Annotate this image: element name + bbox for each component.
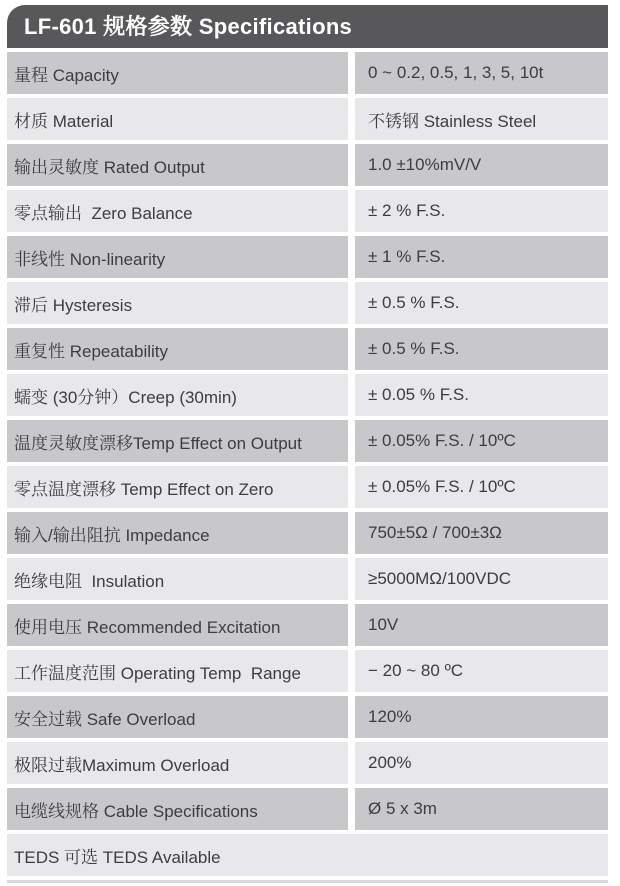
spec-label: 安全过载 Safe Overload bbox=[7, 696, 348, 738]
spec-table-body bbox=[7, 52, 608, 876]
spec-label: 重复性 Repeatability bbox=[7, 328, 348, 370]
spec-label: 电缆线规格 Cable Specifications bbox=[7, 788, 348, 830]
spec-value: Ø 5 x 3m bbox=[355, 788, 608, 830]
page-title: LF-601 规格参数 Specifications bbox=[7, 5, 608, 48]
spec-value: ± 0.5 % F.S. bbox=[355, 328, 608, 370]
spec-label: 蠕变 (30分钟）Creep (30min) bbox=[7, 374, 348, 416]
spec-label: 输入/输出阻抗 Impedance bbox=[7, 512, 348, 554]
table-row bbox=[7, 236, 608, 278]
spec-label: 输出灵敏度 Rated Output bbox=[7, 144, 348, 186]
table-row bbox=[7, 696, 608, 738]
spec-value: − 20 ~ 80 ºC bbox=[355, 650, 608, 692]
spec-value: ± 1 % F.S. bbox=[355, 236, 608, 278]
spec-value: ± 0.05% F.S. / 10ºC bbox=[355, 420, 608, 462]
spec-label: 绝缘电阻 Insulation bbox=[7, 558, 348, 600]
table-row bbox=[7, 374, 608, 416]
table-row bbox=[7, 788, 608, 830]
spec-value: 120% bbox=[355, 696, 608, 738]
spec-value: ± 0.05 % F.S. bbox=[355, 374, 608, 416]
table-row bbox=[7, 512, 608, 554]
spec-label: 工作温度范围 Operating Temp Range bbox=[7, 650, 348, 692]
spec-value: 750±5Ω / 700±3Ω bbox=[355, 512, 608, 554]
spec-label: 非线性 Non-linearity bbox=[7, 236, 348, 278]
spec-label: 量程 Capacity bbox=[7, 52, 348, 94]
table-row bbox=[7, 466, 608, 508]
table-row bbox=[7, 144, 608, 186]
spec-value: 10V bbox=[355, 604, 608, 646]
spec-value: 200% bbox=[355, 742, 608, 784]
table-row bbox=[7, 328, 608, 370]
spec-label: 温度灵敏度漂移Temp Effect on Output bbox=[7, 420, 348, 462]
spec-label: 零点温度漂移 Temp Effect on Zero bbox=[7, 466, 348, 508]
spec-label: TEDS 可选 TEDS Available bbox=[7, 834, 608, 876]
table-row bbox=[7, 52, 608, 94]
table-row bbox=[7, 420, 608, 462]
spec-value: 不锈钢 Stainless Steel bbox=[355, 98, 608, 140]
spec-label: 使用电压 Recommended Excitation bbox=[7, 604, 348, 646]
table-row bbox=[7, 604, 608, 646]
spec-value: ± 0.05% F.S. / 10ºC bbox=[355, 466, 608, 508]
table-row bbox=[7, 98, 608, 140]
table-row bbox=[7, 190, 608, 232]
spec-label: 滞后 Hysteresis bbox=[7, 282, 348, 324]
table-row bbox=[7, 834, 608, 876]
table-row bbox=[7, 282, 608, 324]
spec-value: ± 2 % F.S. bbox=[355, 190, 608, 232]
spec-label: 零点输出 Zero Balance bbox=[7, 190, 348, 232]
bottom-divider bbox=[7, 880, 608, 883]
spec-value: 0 ~ 0.2, 0.5, 1, 3, 5, 10t bbox=[355, 52, 608, 94]
spec-value: ± 0.5 % F.S. bbox=[355, 282, 608, 324]
table-row bbox=[7, 742, 608, 784]
table-row bbox=[7, 558, 608, 600]
spec-value: ≥5000MΩ/100VDC bbox=[355, 558, 608, 600]
spec-label: 极限过载Maximum Overload bbox=[7, 742, 348, 784]
spec-label: 材质 Material bbox=[7, 98, 348, 140]
spec-value: 1.0 ±10%mV/V bbox=[355, 144, 608, 186]
table-row bbox=[7, 650, 608, 692]
